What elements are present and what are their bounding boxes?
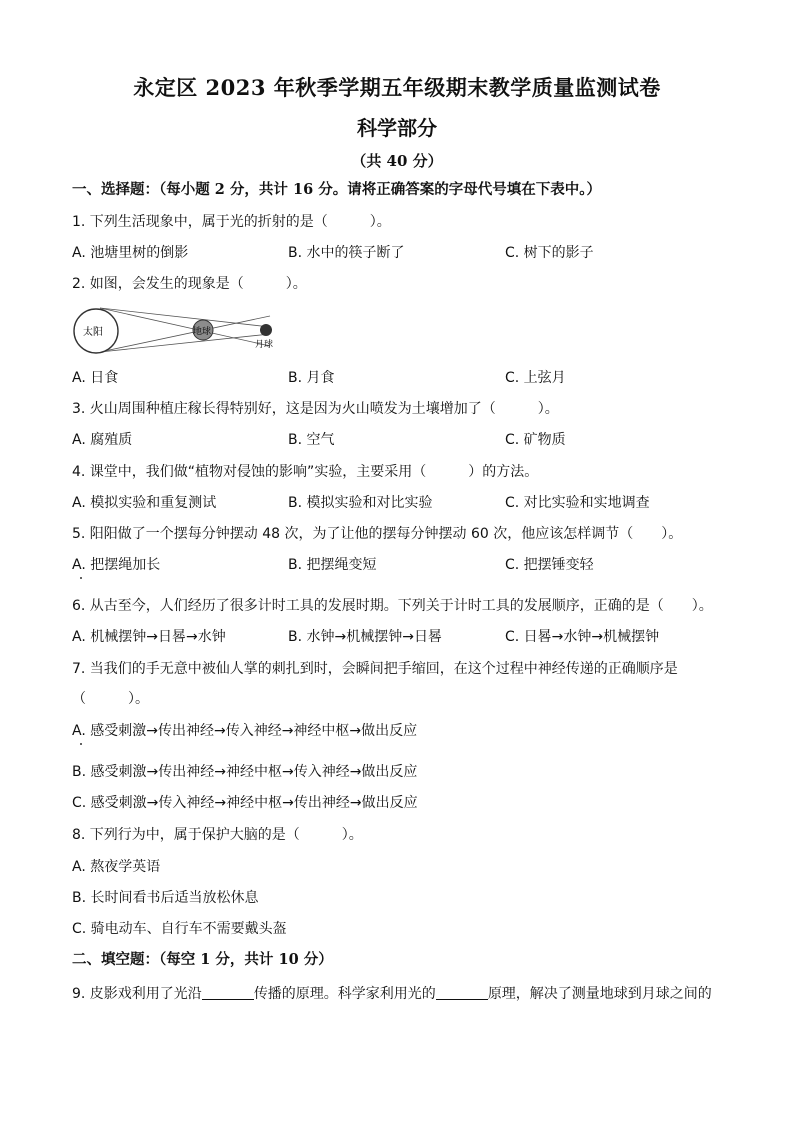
q6-option-a: A. 机械摆钟→日晷→水钟 [72,629,226,645]
section2-heading: 二、填空题：（每空 1 分，共计 10 分） [72,951,333,968]
q4-option-b: B. 模拟实验和对比实验 [288,495,433,511]
q2-option-c: C. 上弦月 [505,370,566,386]
q8-option-c: C. 骑电动车、自行车不需要戴头盔 [72,921,287,937]
q8-stem: 8. 下列行为中，属于保护大脑的是（ ）。 [72,827,363,843]
moon-label: 月球 [255,340,274,350]
q6-option-b: B. 水钟→机械摆钟→日晷 [288,629,442,645]
q7-stem-cont: （ ）。 [72,691,149,707]
q7-stem: 7. 当我们的手无意中被仙人掌的刺扎到时，会瞬间把手缩回，在这个过程中神经传递的正确顺序是 [72,661,678,677]
q1-option-b: B. 水中的筷子断了 [288,245,405,261]
q7-option-a: A. 感受刺激→传出神经→传入神经→神经中枢→做出反应 [72,723,418,739]
moon-circle [260,324,272,336]
exam-subtitle: 科学部分 [357,116,437,140]
q9-text-3: 原理，解决了测量地球到月球之间的 [487,986,712,1002]
q1-option-c: C. 树下的影子 [505,245,594,261]
sun-earth-moon-diagram [70,302,280,358]
q1-stem: 1. 下列生活现象中，属于光的折射的是（ ）。 [72,214,391,230]
q9-text-1: 9. 皮影戏利用了光沿 [72,986,202,1002]
stray-dot [80,743,82,745]
q7-option-c: C. 感受刺激→传入神经→神经中枢→传出神经→做出反应 [72,795,418,811]
answer-blank[interactable] [436,985,488,1000]
q4-option-c: C. 对比实验和实地调查 [505,495,650,511]
q1-option-a: A. 池塘里树的倒影 [72,245,189,261]
q5-stem: 5. 阳阳做了一个摆每分钟摆动 48 次，为了让他的摆每分钟摆动 60 次，他应该怎样调节（ ）。 [72,526,683,542]
total-score: （共 40 分） [351,152,443,170]
section1-heading: 一、选择题：（每小题 2 分，共计 16 分。请将正确答案的字母代号填在下表中。） [72,181,601,198]
q3-option-c: C. 矿物质 [505,432,566,448]
q2-stem: 2. 如图，会发生的现象是（ ）。 [72,276,307,292]
q9-text-2: 传播的原理。科学家利用光的 [253,986,436,1002]
q6-stem: 6. 从古至今，人们经历了很多计时工具的发展时期。下列关于计时工具的发展顺序，正确的是（ ）。 [72,598,713,614]
q6-option-c: C. 日晷→水钟→机械摆钟 [505,629,660,645]
q8-option-a: A. 熬夜学英语 [72,859,161,875]
answer-blank[interactable] [202,985,254,1000]
earth-label: 地球 [193,327,212,337]
sun-label: 太阳 [83,327,103,338]
q3-stem: 3. 火山周围种植庄稼长得特别好，这是因为火山喷发为土壤增加了（ ）。 [72,401,559,417]
q5-option-a: A. 把摆绳加长 [72,557,161,573]
q2-option-b: B. 月食 [288,370,335,386]
q5-option-c: C. 把摆锤变轻 [505,557,594,573]
stray-dot [80,577,82,579]
q9-stem [72,985,712,1003]
q8-option-b: B. 长时间看书后适当放松休息 [72,890,259,906]
q2-option-a: A. 日食 [72,370,119,386]
q3-option-a: A. 腐殖质 [72,432,133,448]
q4-stem: 4. 课堂中，我们做“植物对侵蚀的影响”实验，主要采用（ ）的方法。 [72,464,539,480]
q3-option-b: B. 空气 [288,432,335,448]
exam-title: 永定区 2023 年秋季学期五年级期末教学质量监测试卷 [133,75,661,100]
q4-option-a: A. 模拟实验和重复测试 [72,495,217,511]
q5-option-b: B. 把摆绳变短 [288,557,377,573]
q7-option-b: B. 感受刺激→传出神经→神经中枢→传入神经→做出反应 [72,764,418,780]
light-rays [100,308,270,352]
